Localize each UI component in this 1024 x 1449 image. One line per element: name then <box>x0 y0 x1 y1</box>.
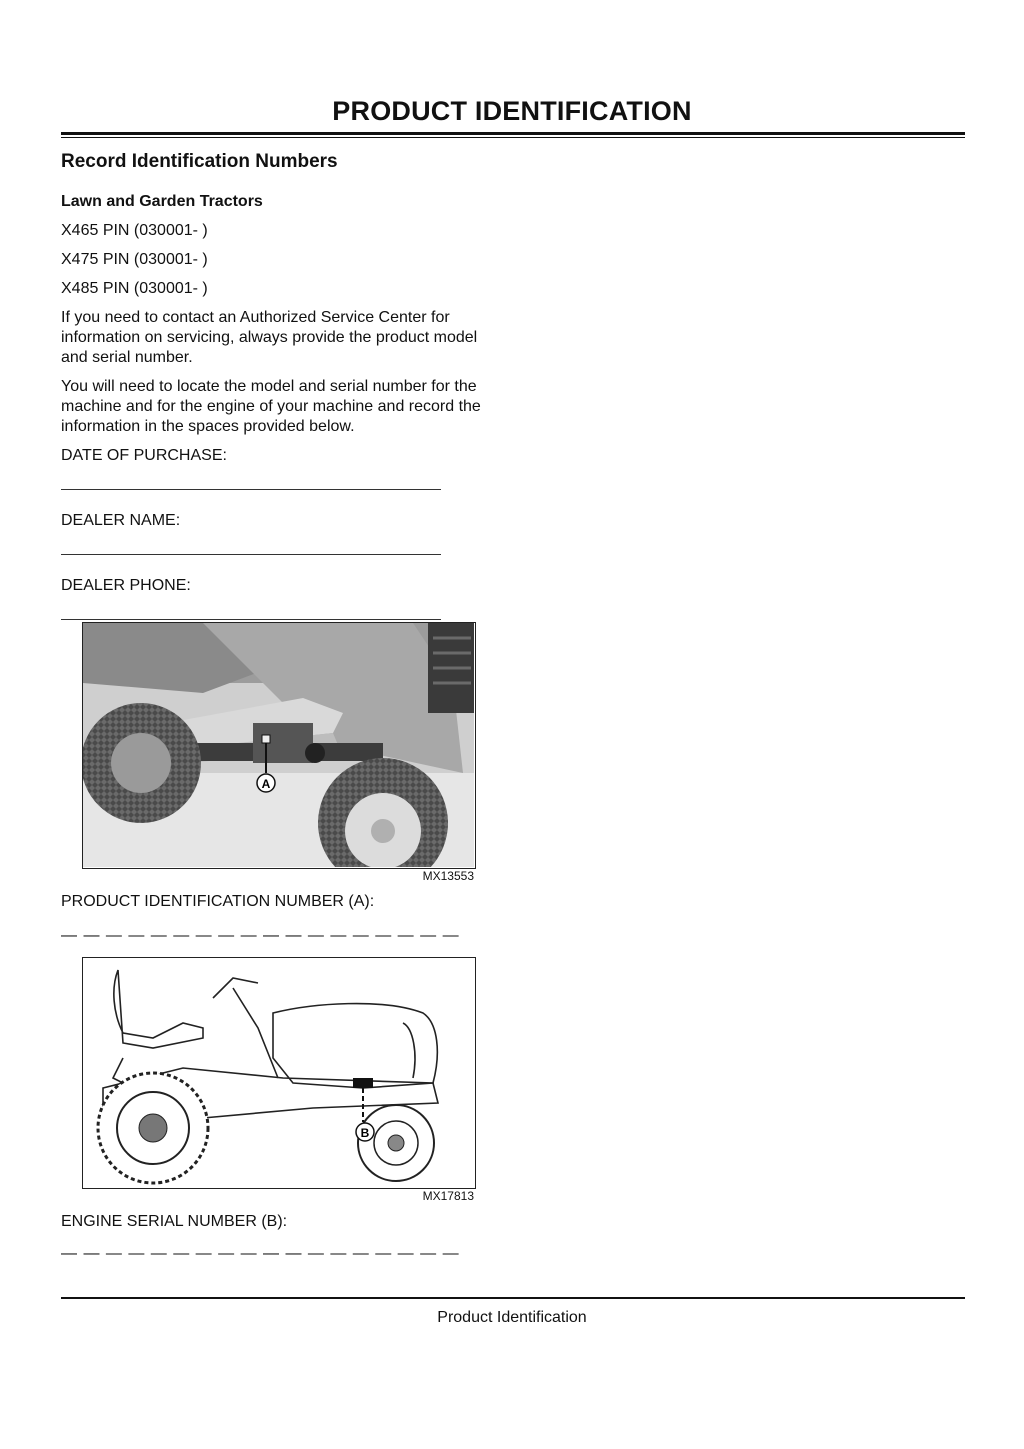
tractor-drawing-figure <box>82 957 476 1189</box>
engine-serial-label: ENGINE SERIAL NUMBER (B): <box>61 1213 288 1230</box>
title-rule-thin <box>61 137 965 138</box>
dealer-phone-blank <box>61 619 441 620</box>
pin-blank: — — — — — — — — — — — — — — — — — — <box>61 927 460 944</box>
title-rule-thick <box>61 132 965 135</box>
pin-label: PRODUCT IDENTIFICATION NUMBER (A): <box>61 893 375 910</box>
date-of-purchase-blank <box>61 489 441 490</box>
model-line: X465 PIN (030001- ) <box>61 222 208 239</box>
locate-paragraph: You will need to locate the model and serial number for the machine and for the engine of your machine and record the information in the spaces provided below. <box>61 378 481 435</box>
callout-b: B <box>360 1126 370 1140</box>
tractor-drawing <box>83 958 474 1187</box>
footer-rule <box>61 1297 965 1299</box>
tractor-photo <box>83 623 474 867</box>
callout-a: A <box>261 777 271 791</box>
footer-text: Product Identification <box>437 1309 587 1326</box>
page-title: PRODUCT IDENTIFICATION <box>332 96 692 126</box>
model-line: X485 PIN (030001- ) <box>61 280 208 297</box>
tractor-photo-figure <box>82 622 476 869</box>
dealer-phone-label: DEALER PHONE: <box>61 577 191 594</box>
model-line: X475 PIN (030001- ) <box>61 251 208 268</box>
dealer-name-blank <box>61 554 441 555</box>
contact-paragraph: If you need to contact an Authorized Service Center for information on servicing, always provide the product model and serial number. <box>61 309 478 366</box>
engine-serial-blank: — — — — — — — — — — — — — — — — — — <box>61 1245 460 1262</box>
figure-code: MX17813 <box>422 1189 474 1203</box>
figure-code: MX13553 <box>422 869 474 883</box>
text-column <box>61 192 501 641</box>
sub-heading: Lawn and Garden Tractors <box>61 193 263 210</box>
dealer-name-label: DEALER NAME: <box>61 512 181 529</box>
section-heading: Record Identification Numbers <box>61 151 338 172</box>
date-of-purchase-label: DATE OF PURCHASE: <box>61 447 227 464</box>
